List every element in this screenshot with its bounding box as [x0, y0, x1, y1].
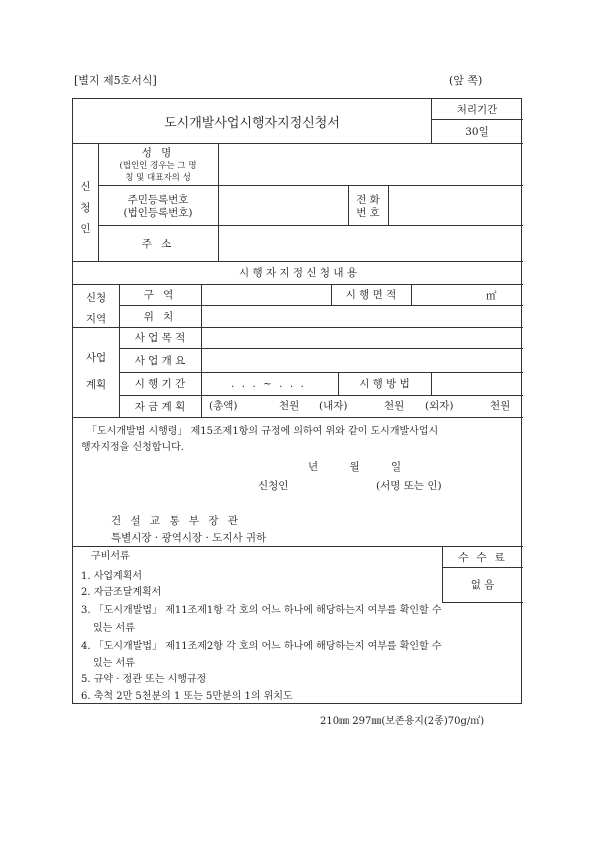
form-title: 도시개발사업시행자지정신청서	[164, 115, 340, 131]
area-size-label: 시 행 면 적	[345, 289, 397, 301]
paper-spec: 210㎜ 297㎜(보존용지(2종)70g/㎡)	[320, 716, 485, 727]
funding-total-label: (총액)	[209, 400, 238, 412]
page-side: (앞 쪽)	[449, 74, 483, 87]
funding-foreign-unit: 천원	[490, 400, 511, 412]
name-label: 성 명	[141, 147, 175, 159]
doc-item: 3. 「도시개발법」 제11조제1항 각 호의 어느 하나에 해당하는지 여부를 확인할 수	[81, 605, 442, 616]
processing-value: 30일	[465, 125, 489, 138]
doc-item: 5. 규약 · 정관 또는 시행규정	[81, 674, 207, 685]
area-label-2: 지역	[85, 313, 107, 325]
doc-item: 4. 「도시개발법」 제11조제2항 각 호의 어느 하나에 해당하는지 여부를 확인할 수	[81, 641, 442, 652]
processing-label: 처리기간	[456, 103, 498, 116]
phone-label-2: 번 호	[356, 207, 380, 219]
recipient-governors: 특별시장 · 광역시장 · 도지사 귀하	[111, 532, 267, 544]
form-number: [별지 제5호서식]	[74, 74, 157, 87]
doc-item: 2. 자금조달계획서	[81, 587, 162, 598]
id-label-1: 주민등록번호	[127, 194, 189, 206]
funding-domestic-label: (내자)	[319, 400, 348, 412]
phone-label-1: 전 화	[356, 194, 380, 206]
doc-item: 있는 서류	[93, 623, 135, 634]
applicant-sign-label: 신청인	[258, 480, 289, 492]
docs-title: 구비서류	[91, 551, 130, 562]
sign-or-seal: (서명 또는 인)	[376, 480, 442, 492]
name-note-1: (법인인 경우는 그 명	[119, 161, 197, 171]
address-label: 주 소	[141, 237, 175, 250]
id-label-2: (법인등록번호)	[123, 207, 193, 219]
date-line: 년 월 일	[308, 461, 402, 473]
applicant-label-1: 신	[80, 181, 91, 193]
recipient-minister: 건 설 교 통 부 장 관	[111, 515, 239, 527]
overview-label: 사 업 개 요	[134, 354, 186, 367]
application-form	[72, 98, 522, 704]
applicant-label-2: 청	[80, 202, 91, 214]
period-label: 시 행 기 간	[134, 378, 186, 390]
doc-item: 6. 축척 2만 5천분의 1 또는 5만분의 1의 위치도	[81, 691, 293, 702]
fee-label: 수 수 료	[458, 550, 507, 564]
plan-label-1: 사업	[85, 352, 107, 364]
statement-line-1: 「도시개발법 시행령」 제15조제1항의 규정에 의하여 위와 같이 도시개발사업시	[87, 426, 439, 437]
period-value: . . . ~ . . .	[231, 378, 306, 390]
name-note-2: 칭 및 대표자의 성	[125, 173, 191, 183]
content-heading: 시 행 자 지 정 신 청 내 용	[239, 267, 357, 279]
funding-total-unit: 천원	[279, 400, 300, 412]
zone-label: 구 역	[143, 289, 177, 301]
funding-label: 자 금 계 획	[134, 400, 186, 413]
funding-domestic-unit: 천원	[384, 400, 405, 412]
plan-label-2: 계획	[85, 379, 107, 391]
area-label-1: 신청	[85, 292, 107, 304]
purpose-label: 사 업 목 적	[134, 332, 186, 344]
statement-line-2: 행자지정을 신청합니다.	[81, 442, 184, 453]
funding-foreign-label: (외자)	[425, 400, 454, 412]
location-label: 위 치	[143, 310, 177, 323]
fee-value: 없 음	[470, 579, 495, 591]
method-label: 시 행 방 법	[359, 378, 410, 390]
doc-item: 1. 사업계획서	[81, 571, 143, 582]
area-unit: ㎡	[486, 290, 497, 302]
doc-item: 있는 서류	[93, 658, 135, 669]
applicant-label-3: 인	[80, 223, 91, 235]
